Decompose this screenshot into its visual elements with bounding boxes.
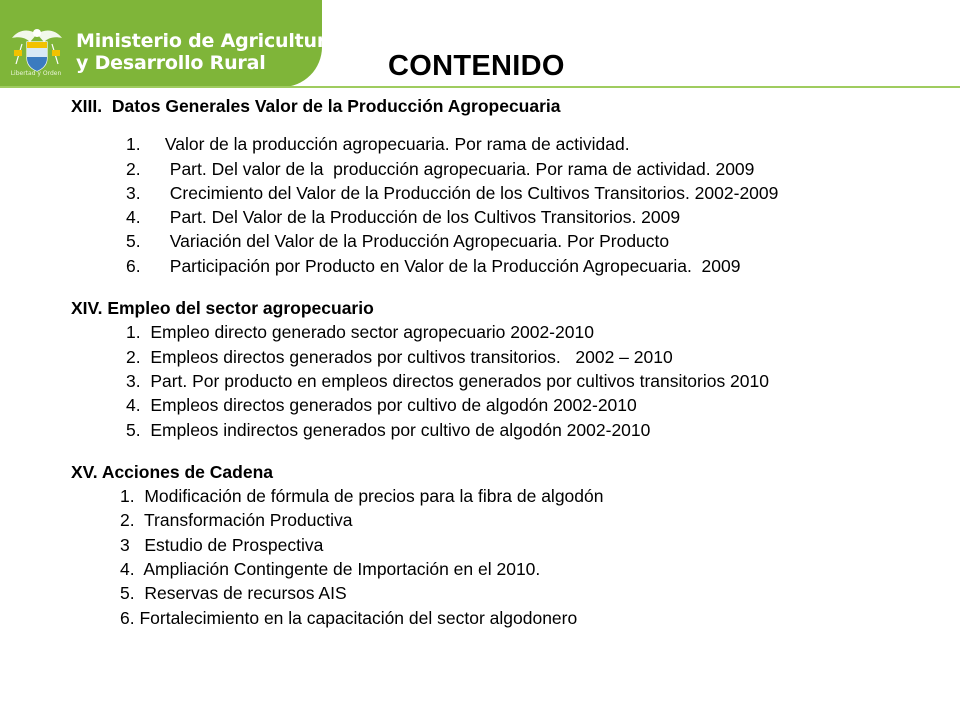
ministry-name xyxy=(76,30,339,74)
list-item: 2. Part. Del valor de la producción agropecuaria. Por rama de actividad. 2009 xyxy=(126,158,755,179)
spacer xyxy=(71,442,951,460)
list-item: 3. Part. Por producto en empleos directos generados por cultivos transitorios 2010 xyxy=(126,370,769,391)
list-item: 1. Modificación de fórmula de precios para la fibra de algodón xyxy=(120,486,604,507)
list-item: 6. Fortalecimiento en la capacitación del sector algodonero xyxy=(120,607,578,628)
list-item: 3 Estudio de Prospectiva xyxy=(120,534,324,555)
crest-motto: Libertad y Orden xyxy=(10,70,62,77)
page-title: CONTENIDO xyxy=(388,50,565,82)
ministry-line-1: Ministerio de Agricultura xyxy=(76,30,339,52)
section-heading-xv: XV. Acciones de Cadena xyxy=(71,461,273,482)
list-item: 6. Participación por Producto en Valor de la Producción Agropecuaria. 2009 xyxy=(126,255,741,276)
ministry-line-2: y Desarrollo Rural xyxy=(76,52,266,74)
list-item: 2. Transformación Productiva xyxy=(120,510,353,531)
list-item: 4. Part. Del Valor de la Producción de los Cultivos Transitorios. 2009 xyxy=(126,207,681,228)
list-item: 2. Empleos directos generados por cultivos transitorios. 2002 – 2010 xyxy=(126,346,673,367)
list-item: 1. Empleo directo generado sector agropecuario 2002-2010 xyxy=(126,322,594,343)
header-divider xyxy=(0,86,960,88)
list-item: 4. Ampliación Contingente de Importación en el 2010. xyxy=(120,559,541,580)
list-item: 5. Empleos indirectos generados por cultivo de algodón 2002-2010 xyxy=(126,419,651,440)
list-item: 5. Reservas de recursos AIS xyxy=(120,583,347,604)
table-of-contents xyxy=(71,94,951,630)
list-item: 1. Valor de la producción agropecuaria. Por rama de actividad. xyxy=(126,134,630,155)
section-heading-xiii: XIII. Datos Generales Valor de la Producción Agropecuaria xyxy=(71,96,561,116)
list-item: 4. Empleos directos generados por cultivo de algodón 2002-2010 xyxy=(126,395,637,416)
list-item: 3. Crecimiento del Valor de la Producción de los Cultivos Transitorios. 2002-2009 xyxy=(126,182,779,203)
list-item: 5. Variación del Valor de la Producción Agropecuaria. Por Producto xyxy=(126,231,670,252)
spacer xyxy=(71,278,951,296)
spacer xyxy=(71,118,951,132)
section-heading-xiv: XIV. Empleo del sector agropecuario xyxy=(71,298,374,319)
